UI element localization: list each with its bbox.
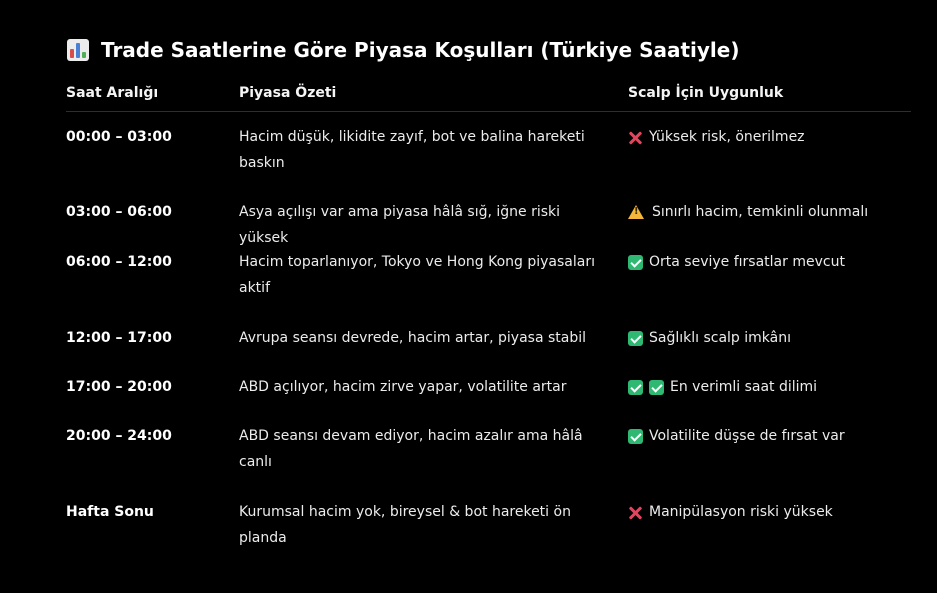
page-title-text: Trade Saatlerine Göre Piyasa Koşulları (Türkiye Saatiyle) <box>101 38 740 62</box>
row-suitability <box>628 124 805 150</box>
row-suitability-text: Yüksek risk, önerilmez <box>649 129 805 145</box>
check-icon <box>649 380 664 395</box>
header-time-range: Saat Aralığı <box>66 85 159 101</box>
page-title <box>67 35 740 65</box>
header-market-summary: Piyasa Özeti <box>239 85 337 101</box>
cross-icon <box>628 505 643 520</box>
header-scalp-suitability: Scalp İçin Uygunluk <box>628 85 784 101</box>
check-icon <box>628 380 643 395</box>
row-suitability-text: Sağlıklı scalp imkânı <box>649 330 791 346</box>
row-summary: ABD açılıyor, hacim zirve yapar, volatilite artar <box>239 379 567 395</box>
row-suitability-text: Orta seviye fırsatlar mevcut <box>649 254 845 270</box>
check-icon <box>628 331 643 346</box>
row-suitability-text: En verimli saat dilimi <box>670 379 818 395</box>
row-time: 12:00 – 17:00 <box>66 330 172 346</box>
row-suitability <box>628 374 817 400</box>
row-summary: Hacim toparlanıyor, Tokyo ve Hong Kong piyasaları aktif <box>239 254 595 296</box>
row-summary: Asya açılışı var ama piyasa hâlâ sığ, iğne riski yüksek <box>239 204 561 246</box>
row-suitability <box>628 423 845 449</box>
row-summary: Avrupa seansı devrede, hacim artar, piyasa stabil <box>239 330 587 346</box>
row-suitability-text: Sınırlı hacim, temkinli olunmalı <box>652 204 869 220</box>
check-icon <box>628 429 643 444</box>
row-time: 20:00 – 24:00 <box>66 428 172 444</box>
table-header <box>66 80 911 112</box>
row-suitability <box>628 499 833 525</box>
row-suitability <box>628 325 791 351</box>
row-suitability <box>628 249 845 275</box>
row-time: 17:00 – 20:00 <box>66 379 172 395</box>
row-suitability <box>628 199 868 225</box>
row-time: 00:00 – 03:00 <box>66 129 172 145</box>
market-conditions-table <box>66 80 911 546</box>
warning-icon <box>628 205 644 219</box>
row-time: 06:00 – 12:00 <box>66 254 172 270</box>
row-summary: ABD seansı devam ediyor, hacim azalır ama hâlâ canlı <box>239 428 583 470</box>
cross-icon <box>628 130 643 145</box>
bar-chart-icon <box>67 39 89 61</box>
check-icon <box>628 255 643 270</box>
row-time: Hafta Sonu <box>66 504 154 520</box>
row-summary: Kurumsal hacim yok, bireysel & bot hareketi ön planda <box>239 504 571 546</box>
row-time: 03:00 – 06:00 <box>66 204 172 220</box>
row-suitability-text: Volatilite düşse de fırsat var <box>649 428 845 444</box>
row-summary: Hacim düşük, likidite zayıf, bot ve balina hareketi baskın <box>239 129 585 171</box>
row-suitability-text: Manipülasyon riski yüksek <box>649 504 833 520</box>
